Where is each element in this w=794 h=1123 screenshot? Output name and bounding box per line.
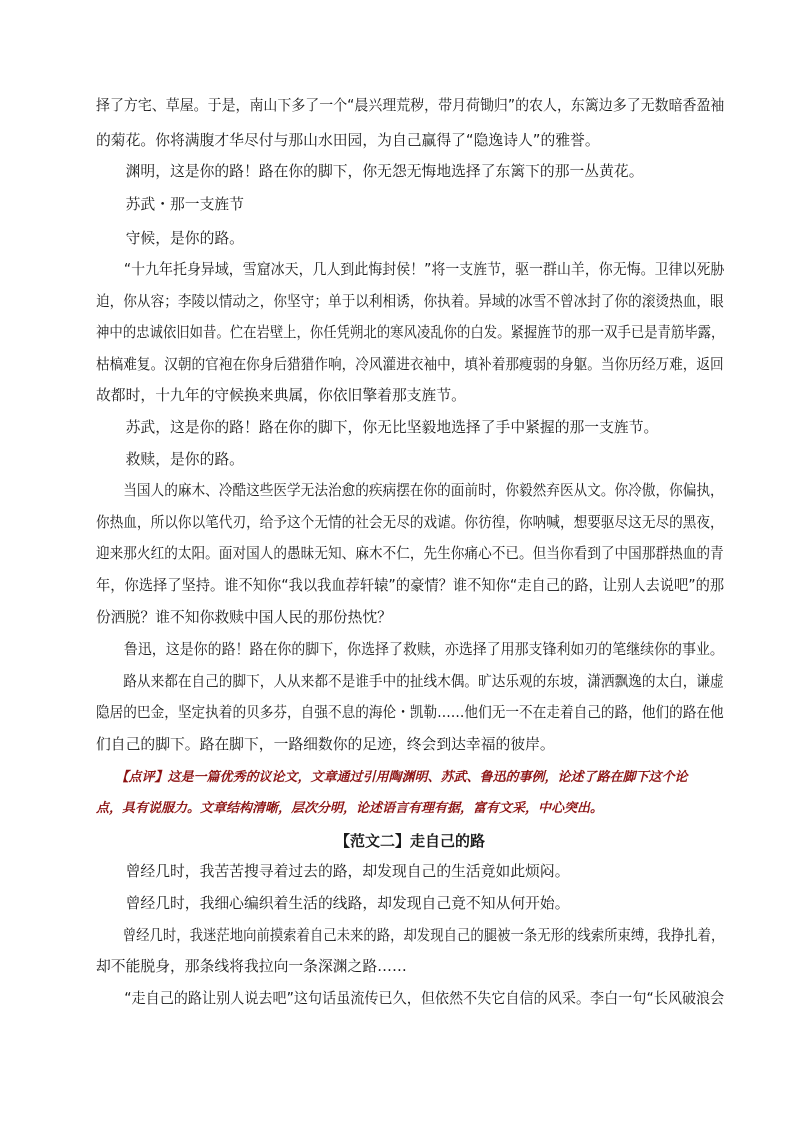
paragraph-line: 隐居的巴金，坚定执着的贝多芬，自强不息的海伦・凯勒……他们无一不在走着自己的路，他们的路在他 — [96, 704, 724, 721]
paragraph-line: 年，你选择了坚持。谁不知你“我以我血荐轩辕”的豪情？谁不知你“走自己的路，让别人去说吧”的那 — [96, 577, 725, 594]
paragraph-line: 迫，你从容；李陵以情动之，你坚守；单于以利相诱，你执着。异域的冰雪不曾冰封了你的滚烫热血，眼 — [96, 293, 724, 310]
paragraph-line: 的菊花。你将满腹才华尽付与那山水田园，为自己赢得了“隐逸诗人”的雅誉。 — [96, 132, 600, 149]
section-subtitle: 苏武・那一支旌节 — [96, 196, 244, 213]
paragraph-line: 你热血，所以你以笔代刃，给予这个无情的社会无尽的戏谑。你彷徨，你呐喊，想要驱尽这无尽的黑夜， — [96, 514, 724, 531]
paragraph-line: 守候，是你的路。 — [96, 230, 244, 247]
paragraph-line: 苏武，这是你的路！路在你的脚下，你无比坚毅地选择了手中紧握的那一支旌节。 — [96, 419, 659, 436]
paragraph-line: 迎来那火红的太阳。面对国人的愚昧无知、麻木不仁，先生你痛心不已。但当你看到了中国那群热血的青 — [96, 545, 724, 562]
comment-line: 【点评】这是一篇优秀的议论文，文章通过引用陶渊明、苏武、鲁迅的事例，论述了路在脚下这个论 — [96, 770, 688, 785]
paragraph-line: 路从来都在自己的脚下，人从来都不是谁手中的扯线木偶。旷达乐观的东坡，潇洒飘逸的太白，谦虚 — [96, 673, 724, 690]
paragraph-line: 当国人的麻木、冷酷这些医学无法治愈的疾病摆在你的面前时，你毅然弃医从文。你冷傲，你偏执， — [96, 482, 724, 499]
paragraph-line: 神中的忠诚依旧如昔。伫在岩壁上，你任凭朔北的寒风凌乱你的白发。紧握旌节的那一双手已是青筋毕露， — [96, 324, 725, 341]
paragraph-line: 曾经几时，我细心编织着生活的线路，却发现自己竟不知从何开始。 — [96, 895, 570, 912]
paragraph-line: 枯槁难复。汉朝的官袍在你身后猎猎作响，冷风灌进衣袖中，填补着那瘦弱的身躯。当你历经万难，返回 — [96, 356, 724, 373]
paragraph-line: 渊明，这是你的路！路在你的脚下，你无怨无悔地选择了东篱下的那一丛黄花。 — [96, 163, 644, 180]
paragraph-line: 鲁迅，这是你的路！路在你的脚下，你选择了救赎，亦选择了用那支锋利如刃的笔继续你的事业。 — [96, 641, 724, 658]
paragraph-line: 曾经几时，我苦苦搜寻着过去的路，却发现自己的生活竟如此烦闷。 — [96, 863, 570, 880]
paragraph-line: 们自己的脚下。路在脚下，一路细数你的足迹，终会到达幸福的彼岸。 — [96, 736, 555, 753]
paragraph-line: “走自己的路让别人说去吧”这句话虽流传已久，但依然不失它自信的风采。李白一句“长风破浪会 — [96, 990, 725, 1007]
paragraph-line: 故都时，十九年的守候换来典属，你依旧擎着那支旌节。 — [96, 387, 466, 404]
comment-line: 点，具有说服力。文章结构清晰，层次分明，论述语言有理有据，富有文采，中心突出。 — [96, 801, 604, 816]
paragraph-line: 救赎，是你的路。 — [96, 451, 244, 468]
essay-heading: 【范文二】走自己的路 — [334, 832, 485, 850]
paragraph-line: 却不能脱身，那条线将我拉向一条深渊之路…… — [96, 958, 407, 975]
paragraph-line: 曾经几时，我迷茫地向前摸索着自己未来的路，却发现自己的腿被一条无形的线索所束缚，我挣扎着， — [96, 927, 725, 944]
paragraph-line: “十九年托身异域，雪窟冰天，几人到此悔封侯！”将一支旌节，驱一群山羊，你无悔。卫律以死胁 — [96, 261, 725, 278]
paragraph-line: 份洒脱？谁不知你救赎中国人民的那份热忱？ — [96, 609, 392, 626]
paragraph-line: 择了方宅、草屋。于是，南山下多了一个“晨兴理荒秽，带月荷锄归”的农人，东篱边多了无数暗香盈袖 — [96, 97, 725, 114]
